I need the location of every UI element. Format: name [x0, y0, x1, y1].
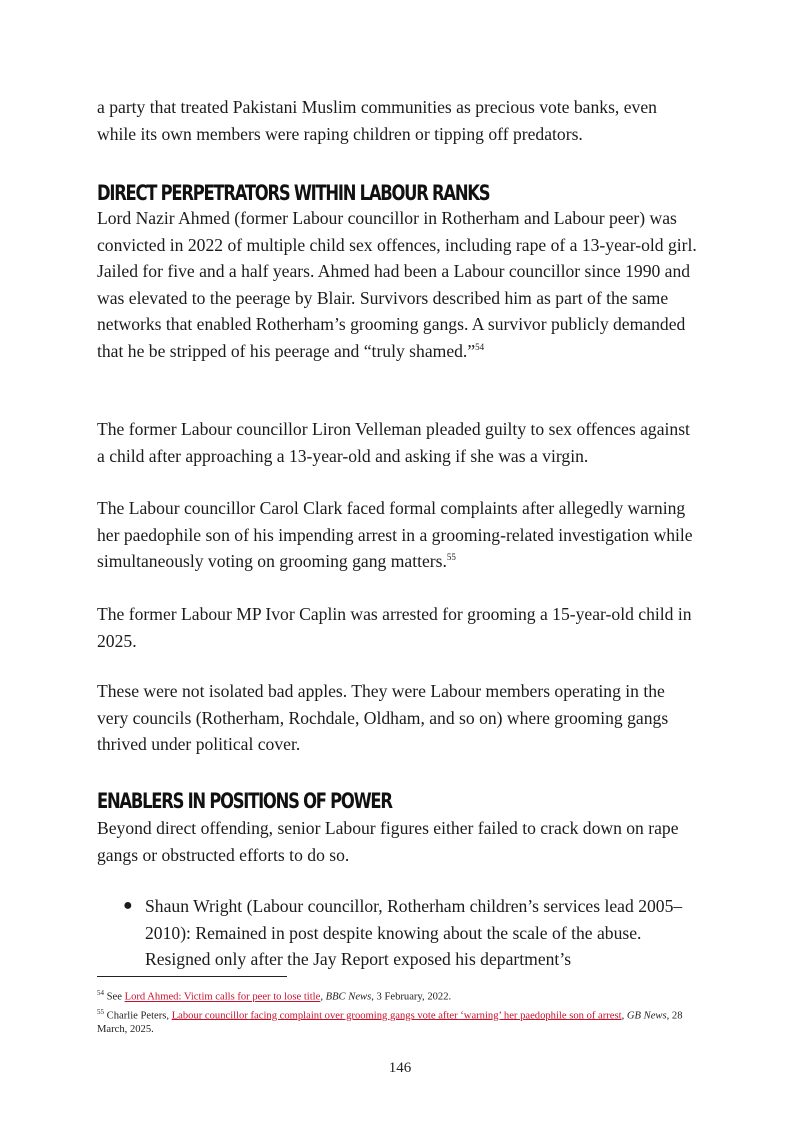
page-number: 146: [388, 1060, 412, 1076]
list-item-text: Shaun Wright (Labour councillor, Rotherham children’s services lead 2005–2010): Remained in post despite knowing about the scale of the abuse. Resigned only after the Jay Report exposed his department’s: [145, 896, 683, 969]
intro-paragraph: a party that treated Pakistani Muslim communities as precious vote banks, even while its own members were raping children or tipping off predators.: [97, 97, 657, 144]
paragraph-not-isolated: These were not isolated bad apples. They were Labour members operating in the very councils (Rotherham, Rochdale, Oldham, and so on) where grooming gangs thrived under political cover.: [97, 681, 669, 754]
footnote-55: [97, 1005, 697, 1038]
footnote-prefix: See: [106, 991, 125, 1003]
footnote-ref-54[interactable]: 54: [475, 341, 485, 352]
footnote-suffix: , 28 March, 2025.: [97, 1010, 683, 1036]
enablers-list: [97, 893, 697, 973]
footnote-separator: ,: [621, 1010, 627, 1022]
footnote-number: 55: [97, 1007, 104, 1016]
footnotes: [97, 986, 697, 1037]
footnote-prefix: Charlie Peters,: [106, 1010, 172, 1022]
list-item: [97, 893, 697, 973]
section-heading-enablers: ENABLERS IN POSITIONS OF POWER: [97, 789, 392, 813]
footnote-link-54[interactable]: Lord Ahmed: Victim calls for peer to lose title: [124, 991, 321, 1003]
paragraph-text: Lord Nazir Ahmed (former Labour councillor in Rotherham and Labour peer) was convicted in 2022 of multiple child sex offences, including rape of a 13-year-old girl. Jailed for five and a half years. Ahmed had been a Labour councillor since 1990 and was elevated to the peerage by Blair. Survivors described him as part of the same networks that enabled Rotherham’s grooming gangs. A survivor publicly demanded that he be stripped of his peerage and “truly shamed.”: [97, 208, 697, 361]
footnote-link-55[interactable]: Labour councillor facing complaint over grooming gangs vote after ‘warning’ her paedophile son of arrest: [171, 1010, 622, 1022]
paragraph-text: The Labour councillor Carol Clark faced formal complaints after allegedly warning her paedophile son of his impending arrest in a grooming-related investigation while simultaneously voting on grooming gang matters.: [97, 498, 693, 571]
footnote-source: GB News: [626, 1010, 667, 1022]
footnote-source: BBC News: [325, 991, 372, 1003]
footnote-54: [97, 986, 697, 1005]
paragraph-caplin: The former Labour MP Ivor Caplin was arrested for grooming a 15-year-old child in 2025.: [97, 604, 692, 651]
bullet-icon: ●: [123, 897, 133, 914]
footnote-ref-55[interactable]: 55: [446, 552, 456, 563]
paragraph-carol-clark: [97, 495, 697, 575]
paragraph-enablers-intro: Beyond direct offending, senior Labour figures either failed to crack down on rape gangs or obstructed efforts to do so.: [97, 818, 679, 865]
footnote-number: 54: [97, 989, 104, 997]
paragraph-nazir-ahmed: [97, 205, 697, 364]
footnote-separator: ,: [320, 991, 326, 1003]
footnote-suffix: , 3 February, 2022.: [371, 991, 452, 1003]
footnote-divider: [97, 976, 287, 977]
paragraph-velleman: The former Labour councillor Liron Velleman pleaded guilty to sex offences against a child after approaching a 13-year-old and asking if she was a virgin.: [97, 419, 690, 466]
section-heading-perpetrators: DIRECT PERPETRATORS WITHIN LABOUR RANKS: [97, 181, 490, 205]
